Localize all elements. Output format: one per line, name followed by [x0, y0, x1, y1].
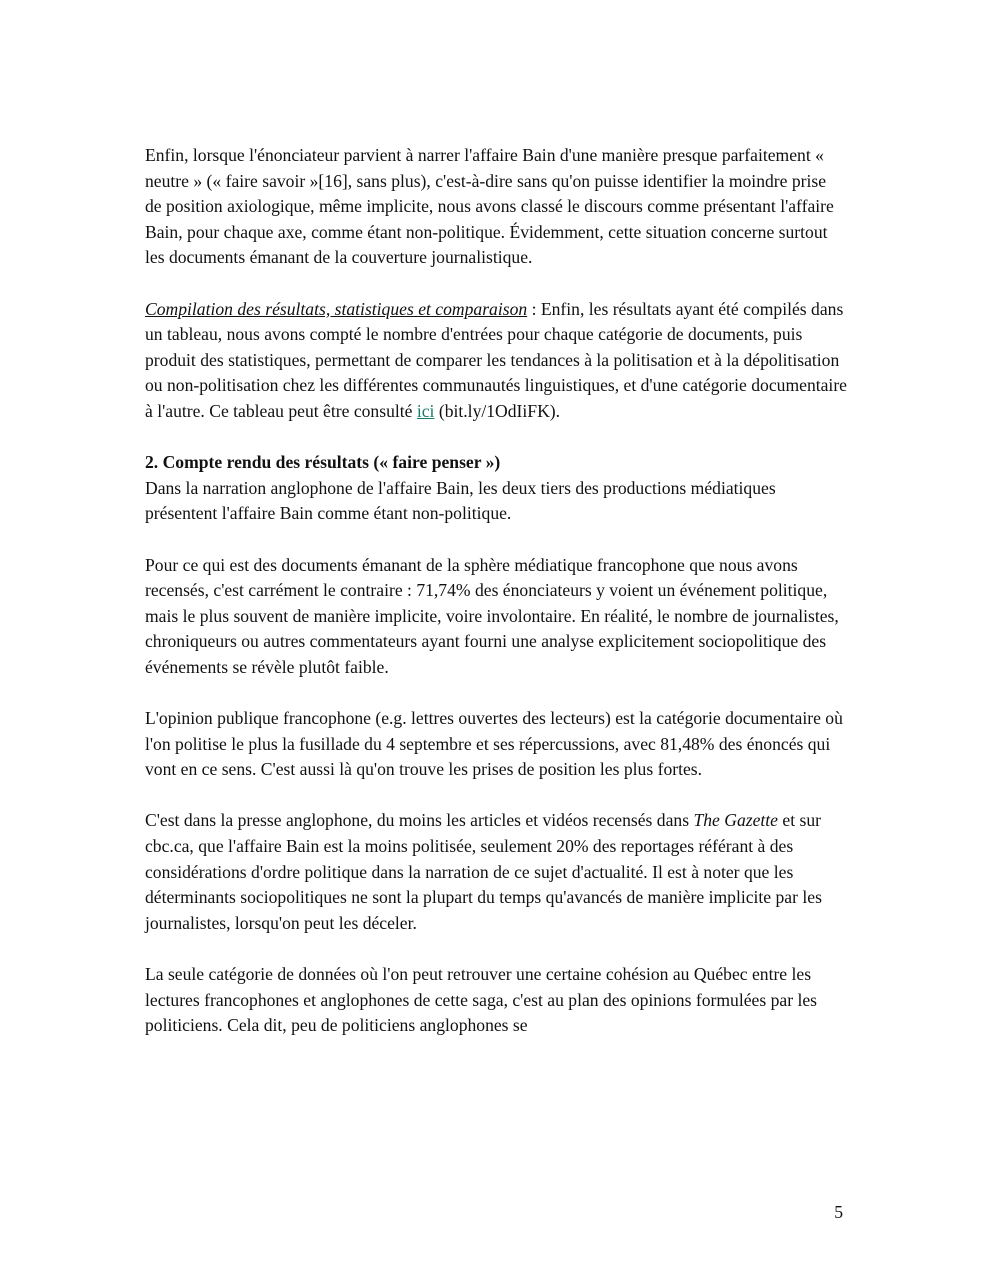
document-body — [145, 143, 847, 1039]
page-number: 5 — [834, 1202, 843, 1222]
section-heading: 2. Compte rendu des résultats (« faire penser ») — [145, 452, 501, 473]
paragraph-politicians: La seule catégorie de données où l'on peut retrouver une certaine cohésion au Québec entre les lectures francophones et anglophones de cette saga, c'est au plan des opinions formulées par les politiciens. Cela dit, peu de politiciens anglophones se — [145, 964, 817, 1036]
table-link[interactable]: ici — [416, 400, 435, 421]
compilation-lead-title: Compilation des résultats, statistiques et comparaison — [145, 298, 528, 319]
paragraph-francophone-media: Pour ce qui est des documents émanant de la sphère médiatique francophone que nous avons recensés, c'est carrément le contraire : 71,74% des énonciateurs y voient un événement politique, mais le plus souvent de manière implicite, voire involontaire. En réalité, le nombre de journalistes, chroniqueurs ou autres commentateurs ayant fourni une analyse explicitement sociopolitique des événements se révèle plutôt faible. — [145, 554, 839, 677]
paragraph-francophone-opinion: L'opinion publique francophone (e.g. lettres ouvertes des lecteurs) est la catégorie documentaire où l'on politise le plus la fusillade du 4 septembre et ses répercussions, avec 81,48% des énoncés qui vont en ce sens. C'est aussi là qu'on trouve les prises de position les plus fortes. — [145, 708, 843, 780]
anglophone-press-start: C'est dans la presse anglophone, du moins les articles et vidéos recensés dans — [145, 810, 694, 831]
compilation-text: : Enfin, les résultats ayant été compilés dans un tableau, nous avons compté le nombre d'entrées pour chaque catégorie de documents, puis produit des statistiques, permettant de comparer les tendances à la politisation et à la dépolitisation ou non-politisation chez les différentes communautés linguistiques, et d'une catégorie documentaire à l'autre. Ce tableau peut être consulté — [145, 298, 847, 421]
anglophone-press-text: et sur cbc.ca, que l'affaire Bain est la moins politisée, seulement 20% des reportages référant à des considérations d'ordre politique dans la narration de ce sujet d'actualité. Il est à noter que les déterminants sociopolitiques ne sont la plupart du temps qu'avancés de manière implicite par les journalistes, lorsqu'on peut les déceler. — [145, 810, 822, 933]
newspaper-title: The Gazette — [693, 810, 778, 831]
paragraph-anglophone-narration: Dans la narration anglophone de l'affaire Bain, les deux tiers des productions médiatiques présentent l'affaire Bain comme étant non-politique. — [145, 477, 776, 524]
paragraph-compilation — [145, 297, 847, 425]
paragraph-anglophone-press — [145, 808, 847, 936]
compilation-tail: (bit.ly/1OdIiFK). — [434, 400, 561, 421]
paragraph-neutral-classification: Enfin, lorsque l'énonciateur parvient à narrer l'affaire Bain d'une manière presque parfaitement « neutre » (« faire savoir »[16], sans plus), c'est-à-dire sans qu'on puisse identifier la moindre prise de position axiologique, même implicite, nous avons classé le discours comme présentant l'affaire Bain, pour chaque axe, comme étant non-politique. Évidemment, cette situation concerne surtout les documents émanant de la couverture journalistique. — [145, 145, 834, 268]
